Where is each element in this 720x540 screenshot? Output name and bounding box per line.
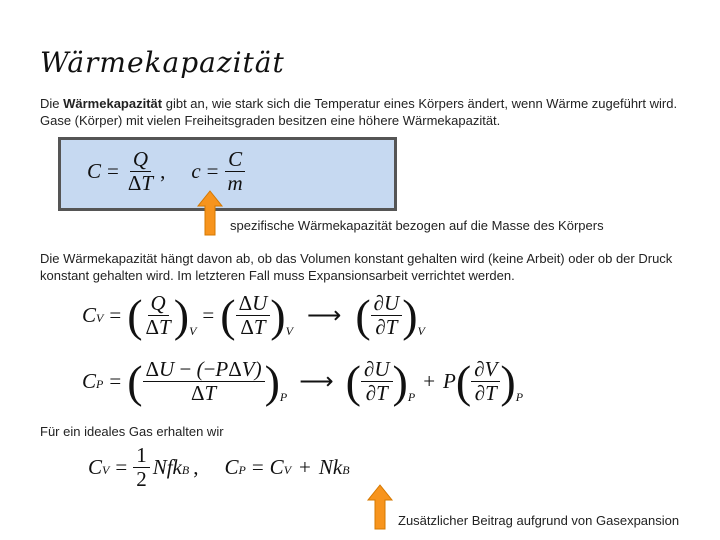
ideal-gas-formula: CV = $\frac{1}{2}$ NfkB , CP = CV + NkB	[88, 443, 350, 492]
intro-prefix: Die	[40, 96, 64, 111]
intro-paragraph	[40, 95, 710, 129]
intro-bold-term: Wärmekapazität	[63, 96, 163, 111]
ideal-gas-text: Für ein ideales Gas erhalten wir	[40, 424, 224, 439]
annotation-specific-heat: spezifische Wärmekapazität bezogen auf die Masse des Körpers	[230, 218, 604, 233]
cv-formula: CV = ( $\frac{Q}{\Delta T}$ ) V = ( $\frac{\Delta U}{\Delta T}$ ) V ⟶ ( $\frac{\partial U}{\partial T}$ ) V	[82, 289, 425, 341]
page-title: Wärmekapazität	[40, 46, 285, 79]
intro-rest: gibt an, wie stark sich die Temperatur eines Körpers ändert, wenn Wärme zugeführt wird. Gase (Körper) mit vielen Freiheitsgraden besitzen eine höhere Wärmekapazität.	[40, 96, 678, 128]
formula-box	[58, 137, 397, 211]
arrow-up-icon	[365, 484, 395, 530]
annotation-gas-expansion: Zusätzlicher Beitrag aufgrund von Gasexpansion	[398, 513, 680, 528]
arrow-up-icon	[195, 190, 225, 236]
cp-formula: CP = ( $\frac{\text{ΔU − (−PΔV)}}{\Delta T}$ ) P ⟶ ( $\frac{\partial U}{\partial T}$ ) P + P ( $\frac{\partial V}{\partial T}$ ) P	[82, 355, 524, 407]
paragraph-volume-pressure: Die Wärmekapazität hängt davon ab, ob das Volumen konstant gehalten wird (keine Arbeit) oder ob der Druck konstant gehalten wird. Im letzteren Fall muss Expansionsarbeit verrichtet werden.	[40, 251, 673, 283]
heat-capacity-formula: C = $\frac{Q}{\Delta T}$ , c = $\frac{C}{m}$	[87, 148, 246, 195]
